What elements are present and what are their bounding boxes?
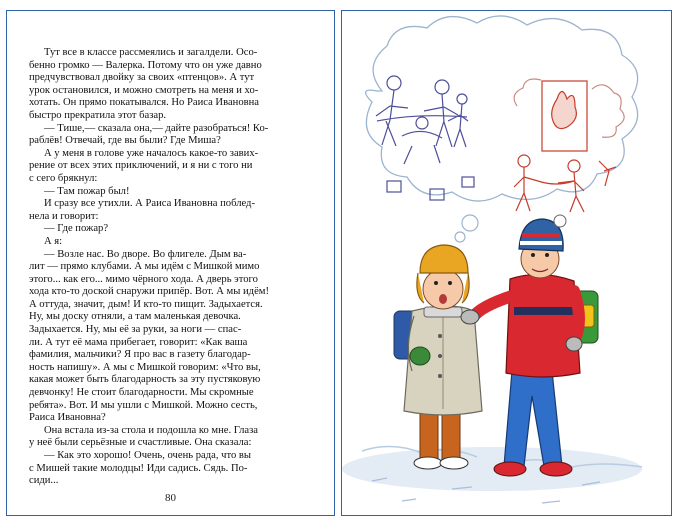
paragraph: Тут все в классе рассмеялись и загалдели. Осо- бенно громко — Валерка. Потому что он уже давно предчувствовал двойку за своих «птенцов». А тут урок остановился, и можно смотреть на меня и хо- хотать. Он прямо покатывался. Но Раиса Ивановна быстро прекратила этот базар.: [29, 47, 262, 121]
paragraph: — Где пожар?: [44, 223, 109, 235]
page-text: [29, 47, 317, 488]
thought-cloud: [366, 16, 638, 242]
boy-right-illustration: [461, 215, 598, 476]
paragraph: А у меня в голове уже началось какое-то завих- рение от всех этих приключений, и я ни с того ни с сего брякнул:: [29, 147, 259, 184]
paragraph: — Как это хорошо! Очень, очень рада, что вы с Мишей такие молодцы! Иди садись. Сядь. По- сиди...: [29, 450, 252, 487]
paragraph: — Тише,— сказала она,— дайте разобраться! Ко- раблёв! Отвечай, где вы были? Где Миша?: [29, 122, 269, 147]
boy-left-illustration: [394, 245, 482, 469]
paragraph: А я:: [44, 235, 63, 247]
page-number: 80: [165, 492, 176, 504]
left-page: [6, 10, 335, 516]
snow-ground: [342, 446, 642, 503]
paragraph: И сразу все утихли. А Раиса Ивановна поблед- нела и говорит:: [29, 198, 255, 222]
illustration: [342, 11, 671, 515]
paragraph: — Там пожар был!: [44, 185, 130, 197]
paragraph: Она встала из-за стола и подошла ко мне. Глаза у неё были серьёзные и счастливые. Она сказала:: [29, 424, 258, 449]
paragraph: — Возле нас. Во дворе. Во флигеле. Дым ва- лит — прямо клубами. А мы идём с Мишкой мимо этого... как его... мимо чёрного хода. А дверь этого хода кто-то доской снаружи припёр. Вот. А мы идём! А оттуда, значит, дым! И кто-то пищит. Задыхается. Ну, мы доску отняли, а там маленькая девочка. Задыхается. Ну, мы её за руки, за ноги — спас- ли. А тут её мама прибегает, говорит: «Как ваша фамилия, мальчики? Я про вас в газету благодар- ность напишу». А мы с Мишкой говорим: «Что вы, какая может быть благодарность за эту пустяковую девчонку! Не стоит благодарности. Мы скромные ребята». Вот. И мы ушли с Мишкой. Можно сесть, Раиса Ивановна?: [29, 248, 269, 424]
right-page: [341, 10, 672, 516]
